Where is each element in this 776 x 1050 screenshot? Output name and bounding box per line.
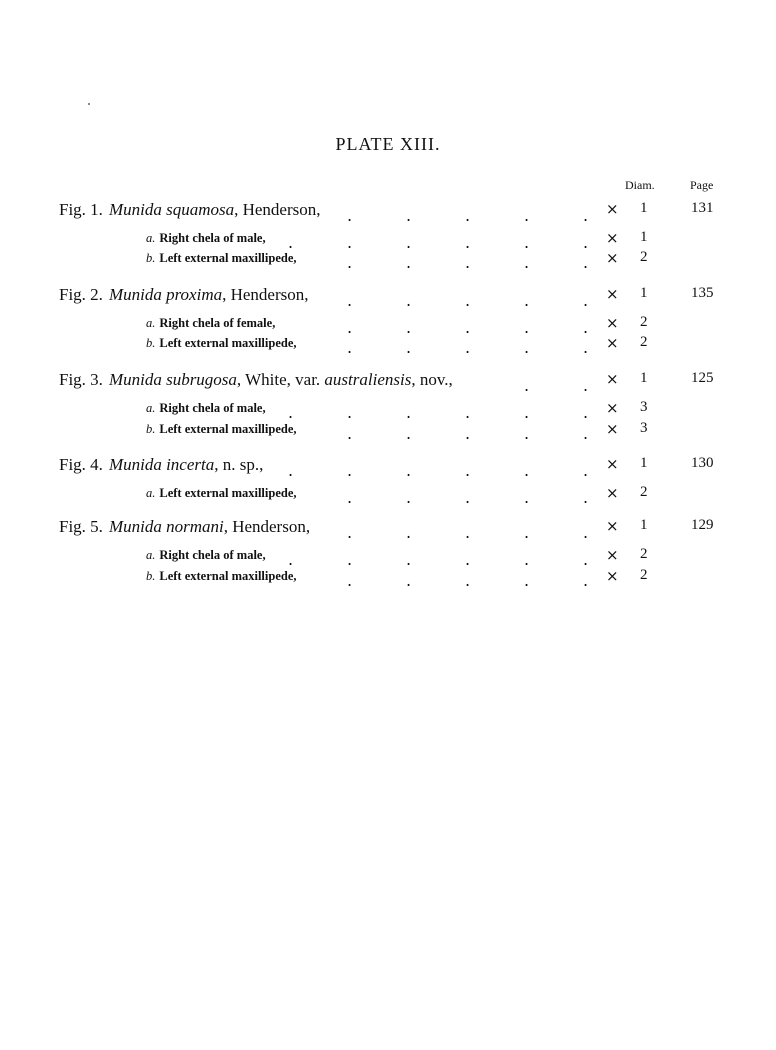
leader-dot: . — [465, 233, 471, 252]
figure-number: Fig. 3. — [59, 370, 103, 389]
times-symbol: × — [606, 420, 619, 438]
leader-dot: . — [524, 550, 530, 569]
page-number: 129 — [691, 517, 714, 533]
leader-dot: . — [583, 571, 589, 590]
figure-label — [59, 370, 453, 390]
leader-dot: . — [406, 550, 412, 569]
magnification-value: 1 — [640, 229, 648, 245]
leader-dot: . — [406, 424, 412, 443]
times-symbol: × — [606, 484, 619, 502]
part-letter: a. — [146, 548, 156, 562]
page-number: 131 — [691, 200, 714, 216]
part-description: Right chela of male, — [159, 231, 266, 245]
leader-dot: . — [524, 376, 530, 395]
leader-dot: . — [524, 488, 530, 507]
leader-dot: . — [406, 523, 412, 542]
species-name: Munida squamosa — [108, 200, 235, 219]
part-letter: a. — [146, 316, 156, 330]
figure-label — [59, 285, 309, 305]
page-number: 135 — [691, 285, 714, 301]
leader-dot: . — [524, 338, 530, 357]
leader-dot: . — [524, 571, 530, 590]
part-description: Left external maxillipede, — [159, 422, 297, 436]
page-number: 125 — [691, 370, 714, 386]
magnification-value: 2 — [640, 567, 648, 583]
leader-dot: . — [465, 253, 471, 272]
part-label — [146, 569, 297, 584]
paper-speck — [88, 103, 90, 105]
magnification-value: 2 — [640, 314, 648, 330]
plate-title: PLATE XIII. — [335, 134, 441, 154]
leader-dot: . — [406, 338, 412, 357]
leader-dot: . — [583, 253, 589, 272]
leader-dot: . — [583, 376, 589, 395]
part-letter: b. — [146, 336, 156, 350]
part-letter: a. — [146, 231, 156, 245]
times-symbol: × — [606, 314, 619, 332]
leader-dot: . — [406, 253, 412, 272]
part-letter: b. — [146, 251, 156, 265]
leader-dot: . — [347, 461, 353, 480]
leader-dot: . — [406, 403, 412, 422]
times-symbol: × — [606, 334, 619, 352]
leader-dot: . — [583, 461, 589, 480]
leader-dot: . — [288, 461, 294, 480]
leader-dot: . — [288, 403, 294, 422]
leader-dot: . — [465, 488, 471, 507]
magnification-value: 1 — [640, 455, 648, 471]
magnification-value: 1 — [640, 200, 648, 216]
page-column-header: Page — [690, 178, 714, 192]
leader-dot: . — [465, 403, 471, 422]
part-label — [146, 486, 297, 501]
leader-dot: . — [347, 424, 353, 443]
leader-dot: . — [524, 291, 530, 310]
part-letter: b. — [146, 569, 156, 583]
magnification-value: 2 — [640, 249, 648, 265]
leader-dot: . — [347, 291, 353, 310]
part-description: Right chela of male, — [159, 401, 266, 415]
figure-label — [59, 200, 321, 220]
part-description: Left external maxillipede, — [159, 569, 297, 583]
part-letter: a. — [146, 486, 156, 500]
figure-number: Fig. 4. — [59, 455, 103, 474]
figure-entry — [0, 455, 776, 479]
leader-dot: . — [583, 318, 589, 337]
leader-dot: . — [583, 550, 589, 569]
leader-dot: . — [583, 291, 589, 310]
times-symbol: × — [606, 229, 619, 247]
figure-number: Fig. 1. — [59, 200, 103, 219]
species-authority: , Henderson, — [223, 517, 311, 536]
leader-dot: . — [347, 523, 353, 542]
leader-dot: . — [347, 233, 353, 252]
times-symbol: × — [606, 285, 619, 303]
leader-dot: . — [524, 206, 530, 225]
leader-dot: . — [406, 318, 412, 337]
figure-entry — [0, 370, 776, 394]
figure-number: Fig. 5. — [59, 517, 103, 536]
part-label — [146, 401, 266, 416]
figure-part-entry — [0, 249, 776, 273]
part-label — [146, 336, 297, 351]
part-label — [146, 316, 275, 331]
magnification-value: 2 — [640, 484, 648, 500]
species-authority: , Henderson, — [234, 200, 321, 219]
leader-dot: . — [465, 461, 471, 480]
page-number: 130 — [691, 455, 714, 471]
leader-dot: . — [288, 550, 294, 569]
part-letter: a. — [146, 401, 156, 415]
figure-entry — [0, 200, 776, 224]
leader-dot: . — [583, 338, 589, 357]
times-symbol: × — [606, 567, 619, 585]
leader-dot: . — [347, 338, 353, 357]
leader-dot: . — [406, 206, 412, 225]
part-description: Right chela of male, — [159, 548, 266, 562]
leader-dot: . — [465, 523, 471, 542]
leader-dot: . — [465, 206, 471, 225]
leader-dot: . — [288, 233, 294, 252]
magnification-value: 1 — [640, 517, 648, 533]
leader-dot: . — [524, 318, 530, 337]
species-authority: , Henderson, — [222, 285, 309, 304]
diam-column-header: Diam. — [625, 178, 655, 192]
figure-label — [59, 455, 263, 475]
part-description: Left external maxillipede, — [159, 336, 297, 350]
leader-dot: . — [524, 461, 530, 480]
part-description: Right chela of female, — [159, 316, 276, 330]
figure-part-entry — [0, 484, 776, 508]
figure-part-entry — [0, 420, 776, 444]
leader-dot: . — [347, 318, 353, 337]
leader-dot: . — [465, 550, 471, 569]
leader-dot: . — [406, 233, 412, 252]
part-description: Left external maxillipede, — [159, 486, 297, 500]
species-name: Munida incerta — [108, 455, 215, 474]
part-label — [146, 422, 297, 437]
species-name: Munida subrugosa — [108, 370, 237, 389]
times-symbol: × — [606, 200, 619, 218]
leader-dot: . — [465, 338, 471, 357]
leader-dot: . — [583, 206, 589, 225]
figure-part-entry — [0, 567, 776, 591]
times-symbol: × — [606, 399, 619, 417]
figure-entry — [0, 285, 776, 309]
leader-dot: . — [406, 461, 412, 480]
leader-dot: . — [583, 488, 589, 507]
leader-dot: . — [406, 488, 412, 507]
variety-authority: , nov., — [411, 370, 453, 389]
leader-dot: . — [524, 403, 530, 422]
part-label — [146, 251, 297, 266]
part-label — [146, 548, 266, 563]
leader-dot: . — [347, 550, 353, 569]
leader-dot: . — [347, 403, 353, 422]
magnification-value: 1 — [640, 285, 648, 301]
species-authority: , White, var. — [236, 370, 321, 389]
leader-dot: . — [524, 523, 530, 542]
times-symbol: × — [606, 455, 619, 473]
times-symbol: × — [606, 370, 619, 388]
figure-label — [59, 517, 310, 537]
magnification-value: 3 — [640, 420, 648, 436]
leader-dot: . — [465, 318, 471, 337]
leader-dot: . — [524, 233, 530, 252]
figure-part-entry — [0, 334, 776, 358]
part-letter: b. — [146, 422, 156, 436]
leader-dot: . — [524, 424, 530, 443]
leader-dot: . — [347, 488, 353, 507]
magnification-value: 2 — [640, 334, 648, 350]
leader-dot: . — [465, 291, 471, 310]
times-symbol: × — [606, 546, 619, 564]
leader-dot: . — [406, 291, 412, 310]
leader-dot: . — [583, 233, 589, 252]
leader-dot: . — [583, 403, 589, 422]
leader-dot: . — [583, 523, 589, 542]
leader-dot: . — [465, 571, 471, 590]
times-symbol: × — [606, 249, 619, 267]
leader-dot: . — [347, 206, 353, 225]
species-name: Munida normani — [108, 517, 224, 536]
magnification-value: 3 — [640, 399, 648, 415]
figure-number: Fig. 2. — [59, 285, 103, 304]
leader-dot: . — [524, 253, 530, 272]
species-name: Munida proxima — [108, 285, 223, 304]
leader-dot: . — [465, 424, 471, 443]
magnification-value: 2 — [640, 546, 648, 562]
part-description: Left external maxillipede, — [159, 251, 297, 265]
leader-dot: . — [583, 424, 589, 443]
variety-name: australiensis — [324, 370, 412, 389]
leader-dot: . — [406, 571, 412, 590]
species-authority: , n. sp., — [214, 455, 264, 474]
figure-entry — [0, 517, 776, 541]
leader-dot: . — [347, 571, 353, 590]
times-symbol: × — [606, 517, 619, 535]
magnification-value: 1 — [640, 370, 648, 386]
leader-dot: . — [347, 253, 353, 272]
part-label — [146, 231, 266, 246]
